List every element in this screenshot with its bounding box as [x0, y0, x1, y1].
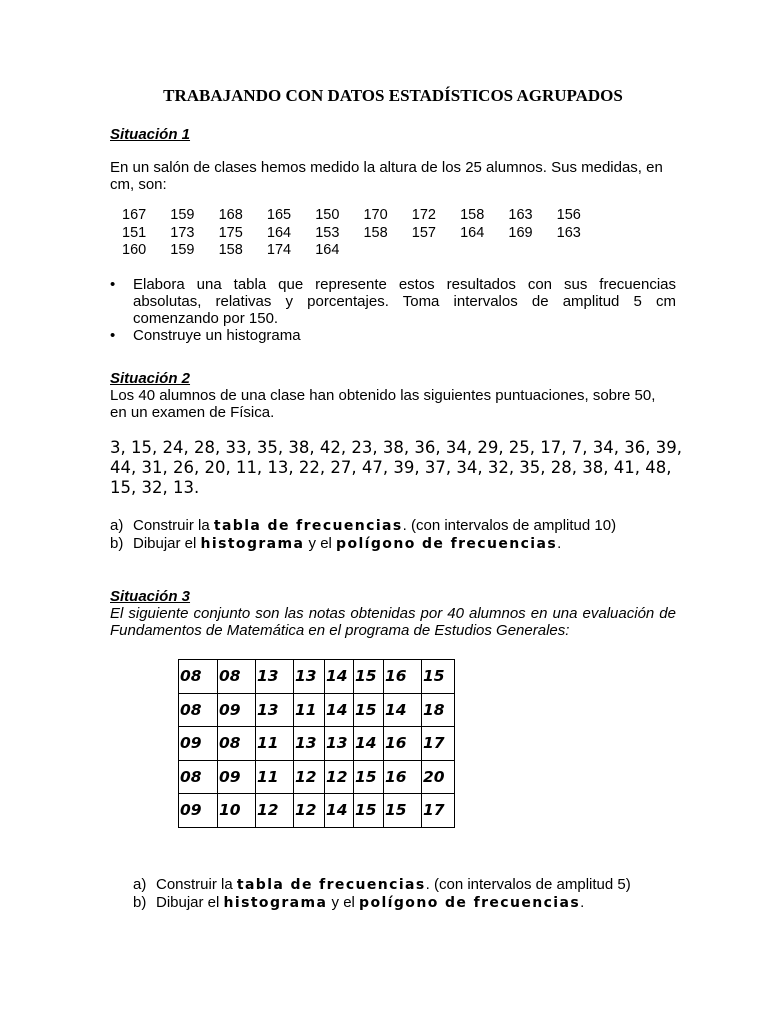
height-value: 160 — [122, 242, 147, 258]
grade-cell: 12 — [294, 760, 325, 794]
height-value: 164 — [266, 224, 292, 241]
task-text-part: Construir la — [133, 517, 214, 534]
grade-cell: 13 — [325, 727, 354, 761]
heights-grid — [122, 207, 605, 260]
physics-scores: 3, 15, 24, 28, 33, 35, 38, 42, 23, 38, 36, 34, 29, 25, 17, 7, 34, 36, 39, 44, 31, 26, 20, 11, 13, 22, 27, 47, 39, 37, 34, 32, 35, 28, 38, 41, 48, 15, 32, 13. — [110, 438, 682, 497]
task-letter: b) — [133, 894, 147, 911]
height-value: 163 — [508, 207, 533, 223]
bullet-mark: • — [110, 276, 116, 293]
task-text-part: . (con intervalos de amplitud 5) — [425, 876, 631, 893]
grade-cell: 08 — [218, 660, 256, 694]
table-row — [179, 693, 455, 727]
grade-cell: 15 — [354, 794, 384, 828]
grade-cell: 12 — [294, 794, 325, 828]
task-item — [110, 535, 676, 553]
grade-cell: 14 — [354, 727, 384, 761]
grade-cell: 09 — [179, 794, 218, 828]
heights-row — [122, 242, 605, 260]
grade-cell: 13 — [294, 727, 325, 761]
grade-cell: 08 — [179, 760, 218, 794]
grade-cell: 15 — [354, 660, 384, 694]
grade-cell: 17 — [422, 794, 455, 828]
task-text-part: y el — [327, 894, 360, 911]
grade-cell: 18 — [422, 693, 455, 727]
task-text-part: . — [557, 535, 562, 552]
task-emphasis: tabla de frecuencias — [213, 518, 403, 534]
task-item — [110, 276, 676, 327]
situation-2-intro: Los 40 alumnos de una clase han obtenido las siguientes puntuaciones, sobre 50, en un examen de Física. — [110, 387, 656, 421]
grade-cell: 20 — [422, 760, 455, 794]
height-value: 164 — [460, 224, 485, 241]
grade-cell: 17 — [422, 727, 455, 761]
task-item — [133, 876, 653, 894]
task-text — [133, 535, 561, 552]
height-value: 159 — [170, 207, 195, 223]
grade-cell: 16 — [384, 760, 422, 794]
height-value: 150 — [315, 207, 340, 223]
grades-table — [178, 659, 455, 828]
height-value: 158 — [363, 224, 388, 241]
task-text-part: . — [580, 894, 585, 911]
grade-cell: 16 — [384, 660, 422, 694]
task-emphasis: tabla de frecuencias — [236, 877, 426, 893]
task-text-part: Construir la — [156, 876, 237, 893]
height-value: 169 — [508, 224, 533, 241]
grade-cell: 15 — [354, 693, 384, 727]
grade-cell: 13 — [256, 660, 294, 694]
task-text-part: y el — [304, 535, 337, 552]
grade-cell: 15 — [422, 660, 455, 694]
task-emphasis: polígono de frecuencias — [359, 895, 581, 911]
task-letter: a) — [133, 876, 147, 893]
grade-cell: 11 — [294, 693, 325, 727]
grade-cell: 08 — [179, 660, 218, 694]
height-value: 167 — [122, 207, 147, 223]
height-value: 157 — [411, 224, 436, 241]
task-emphasis: histograma — [223, 895, 328, 911]
grade-cell: 09 — [218, 760, 256, 794]
grade-cell: 15 — [354, 760, 384, 794]
height-value: 170 — [363, 207, 388, 223]
grade-cell: 09 — [179, 727, 218, 761]
task-letter: a) — [110, 517, 124, 534]
situation-2-heading: Situación 2 — [110, 370, 191, 387]
situation-3-intro: El siguiente conjunto son las notas obtenidas por 40 alumnos en una evaluación de Fundamentos de Matemática en el programa de Estudios Generales: — [110, 605, 676, 639]
task-item — [110, 327, 676, 344]
height-value: 164 — [315, 242, 340, 258]
grade-cell: 11 — [256, 727, 294, 761]
height-value: 159 — [170, 242, 195, 258]
table-row — [179, 727, 455, 761]
height-value: 175 — [218, 224, 243, 241]
grade-cell: 08 — [218, 727, 256, 761]
height-value: 163 — [556, 224, 581, 241]
task-text-part: Dibujar el — [133, 535, 201, 552]
task-text — [156, 894, 584, 911]
situation-2-tasks — [110, 517, 676, 553]
table-row — [179, 660, 455, 694]
grade-cell: 09 — [218, 693, 256, 727]
task-text: Construye un histograma — [133, 327, 301, 344]
table-row — [179, 760, 455, 794]
grade-cell: 14 — [384, 693, 422, 727]
task-item — [133, 894, 653, 912]
task-emphasis: histograma — [200, 536, 305, 552]
height-value: 151 — [122, 224, 147, 241]
grade-cell: 12 — [325, 760, 354, 794]
grade-cell: 13 — [256, 693, 294, 727]
situation-3-tasks — [133, 876, 653, 912]
height-value: 172 — [411, 207, 436, 223]
grade-cell: 16 — [384, 727, 422, 761]
task-text-part: Dibujar el — [156, 894, 224, 911]
heights-row — [122, 225, 605, 243]
height-value: 165 — [266, 207, 292, 223]
bullet-mark: • — [110, 327, 116, 344]
situation-1-intro: En un salón de clases hemos medido la altura de los 25 alumnos. Sus medidas, en cm, son: — [110, 159, 663, 193]
grade-cell: 14 — [325, 693, 354, 727]
grade-cell: 15 — [384, 794, 422, 828]
heights-row — [122, 207, 605, 225]
grade-cell: 12 — [256, 794, 294, 828]
height-value: 174 — [266, 242, 292, 258]
grade-cell: 14 — [325, 794, 354, 828]
height-value: 158 — [460, 207, 485, 223]
table-row — [179, 794, 455, 828]
height-value: 158 — [218, 242, 243, 258]
situation-1-heading: Situación 1 — [110, 126, 191, 143]
task-text: Elabora una tabla que represente estos resultados con sus frecuencias absolutas, relativas y porcentajes. Toma intervalos de amplitud 5 cm comenzando por 150. — [133, 276, 676, 327]
task-emphasis: polígono de frecuencias — [336, 536, 558, 552]
task-text — [156, 876, 631, 893]
situation-1-tasks — [110, 276, 676, 344]
document-title: TRABAJANDO CON DATOS ESTADÍSTICOS AGRUPADOS — [163, 86, 623, 105]
height-value: 173 — [170, 224, 195, 241]
task-letter: b) — [110, 535, 124, 552]
task-text — [133, 517, 616, 534]
height-value: 153 — [315, 224, 340, 241]
grade-cell: 08 — [179, 693, 218, 727]
situation-3-heading: Situación 3 — [110, 588, 191, 605]
grade-cell: 13 — [294, 660, 325, 694]
task-item — [110, 517, 676, 535]
height-value: 156 — [556, 207, 581, 223]
grade-cell: 10 — [218, 794, 256, 828]
height-value: 168 — [218, 207, 243, 223]
grade-cell: 11 — [256, 760, 294, 794]
grade-cell: 14 — [325, 660, 354, 694]
task-text-part: . (con intervalos de amplitud 10) — [402, 517, 617, 534]
